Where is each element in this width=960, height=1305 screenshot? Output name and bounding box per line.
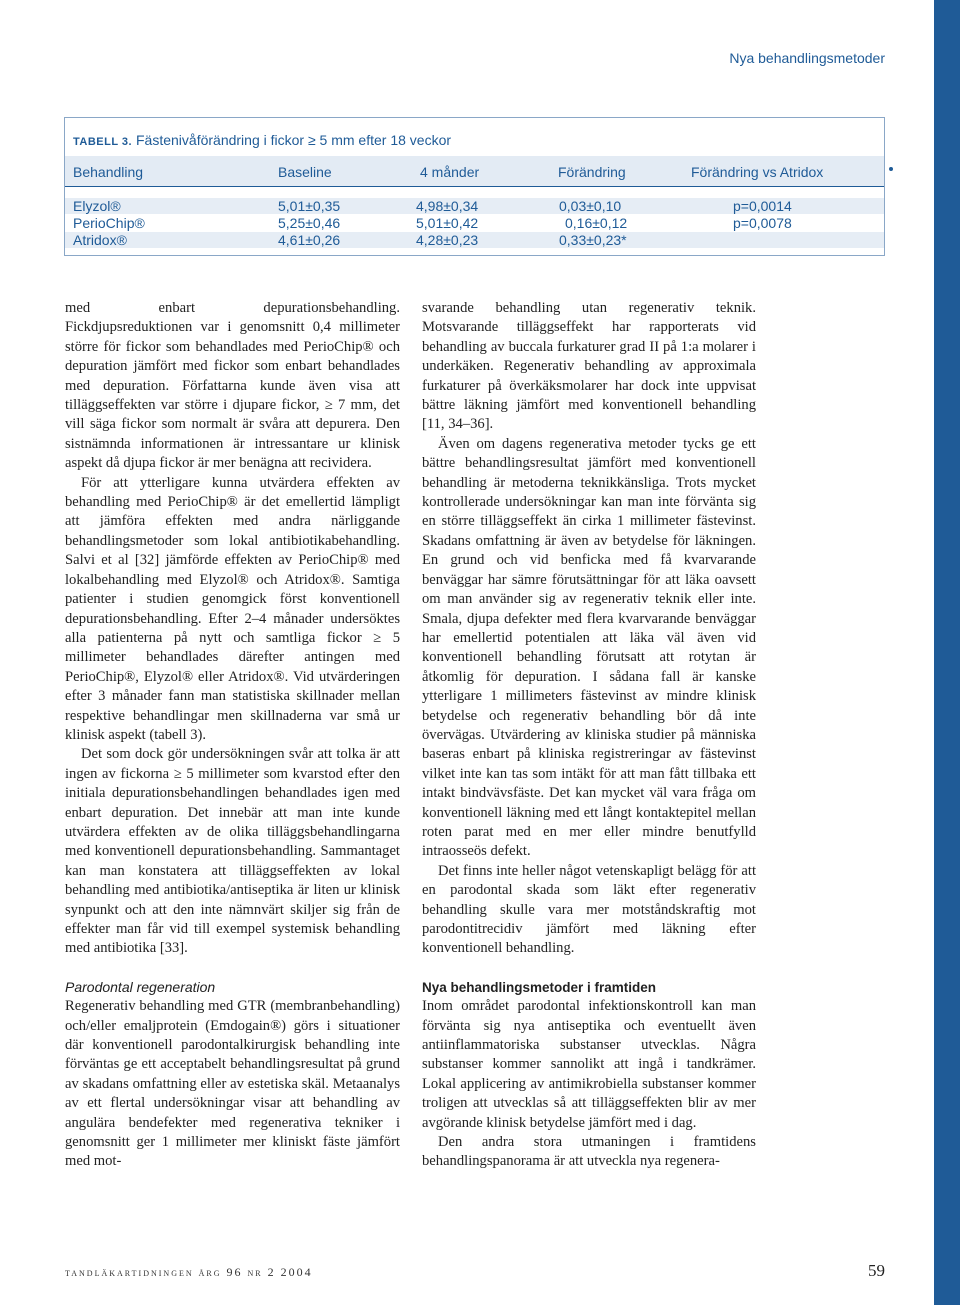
- bullet-dot: [889, 167, 893, 171]
- paragraph: Även om dagens regenerativa metoder tycks ge ett bättre behandlingsresultat jämfört med konventionell behandling är metoderna teknikkänsliga. Trots mycket kontrollerade undersökningar kan man inte förvänta sig en större tilläggseffekt än cirka 1 millimeter fästevinst. Skadans omfattning är även av betydelse för läkningen. En grund och vid benficka med få kvarvarande benväggar har sämre förutsättningar för att läka oavsett om man använder sig av regenerativ teknik eller inte. Smala, djupa defekter med flera kvarvarande benväggar har emellertid potentialen att läka väl även vid konventionell behandling förutsatt att rotytan är åtkomlig för depuration. I sådana fall är kanske ytterligare 1 millimeters fästevinst av mindre klinisk betydelse och regenerativ behandling bör då inte övervägas. Utvärdering av kliniska studier på människa baseras enbart på kliniska registreringar av fästevinst vilket inte kan tas som intäkt för att man fått tillbaka ett intakt bindvävsfäste. Det kan mycket väl vara fråga om konventionell läkning med ett långt kontaktepitel mellan roten parat med en mer eller mindre benutfylld intraosseös defekt.: [422, 435, 756, 860]
- running-head: Nya behandlingsmetoder: [729, 50, 885, 66]
- table-caption: [73, 132, 451, 148]
- header-forandring-vs-atridox: Förändring vs Atridox: [691, 164, 824, 180]
- paragraph: svarande behandling utan regenerativ teknik. Motsvarande tilläggseffekt har rapporterats vid behandling av buccala furkaturer grad II på 1:a molarer i underkäken. Regenerativ behandling av approximala furkaturer på överkäksmolarer har dock inte uppvisat bättre läkning jämfört med konventionell behandling [11, 34–36].: [422, 300, 756, 433]
- table-3: [64, 117, 885, 256]
- header-baseline: Baseline: [278, 164, 332, 180]
- page-number: 59: [868, 1261, 885, 1280]
- header-4-mander: 4 månder: [420, 164, 480, 180]
- cell-baseline: 5,01±0,35: [278, 198, 341, 214]
- section-heading: Parodontal regeneration: [65, 978, 216, 995]
- header-forandring: Förändring: [558, 164, 626, 180]
- section-heading: Nya behandlingsmetoder i framtiden: [422, 979, 657, 995]
- cell-4-mander: 4,28±0,23: [416, 232, 479, 248]
- left-column: [65, 299, 400, 1172]
- paragraph: Det finns inte heller något vetenskapligt belägg för att en parodontal skada som läkt efter regenerativ behandling skulle vara mer motståndskraftig mot parodontitrecidiv jämfört med läkning efter konventionell behandling.: [422, 862, 756, 957]
- cell-treatment: Atridox®: [73, 232, 127, 248]
- table-row: [65, 215, 884, 231]
- right-column: [422, 299, 756, 1172]
- cell-4-mander: 4,98±0,34: [416, 198, 479, 214]
- spacer: [422, 959, 756, 978]
- header-behandling: Behandling: [73, 164, 144, 180]
- paragraph: Inom området parodontal infektionskontroll kan man förvänta sig nya antiseptika och eventuellt även antiinflammatoriska substanser utvecklas. Några substanser kommer sannolikt att ingå i tandkrämer. Lokal applicering av antimikrobiella substanser kommer troligen att utvecklas så att tilläggseffekten blir av mer avgörande klinisk betydelse jämfört med i dag.: [422, 998, 756, 1131]
- table-row: [65, 198, 884, 214]
- footer-journal: tandläkartidningen årg 96 nr 2 2004: [65, 1265, 313, 1279]
- table-header: [65, 156, 884, 187]
- cell-p-value: p=0,0078: [733, 215, 792, 231]
- table-row: [65, 232, 884, 248]
- cell-baseline: 5,25±0,46: [278, 215, 341, 231]
- paragraph: Det som dock gör undersökningen svår att tolka är att ingen av fickorna ≥ 5 millimeter som kvarstod efter den initiala depurationsbehandlingen behandlades igen med enbart depuration. Det innebär att man inte kunde utvärdera effekten av de olika tilläggsbehandlingarna med konventionell depurationsbehandling. Sammantaget kan man konstatera att tilläggseffekten av lokal behandling med antibiotika/antiseptika är liten ur klinisk synpunkt och att den inte nämnvärt skiljer sig från de effekter man får vid till exempel systemisk behandling med antibiotika [33].: [65, 746, 400, 957]
- cell-treatment: Elyzol®: [73, 198, 121, 214]
- paragraph: med enbart depurationsbehandling. Fickdjupsreduktionen var i genomsnitt 0,4 millimeter större för fickor som behandlades med PerioChip® och depuration jämfört med fickor som enbart behandlades med depuration. Författarna kunde även visa att tilläggseffekten var större i djupare fickor, ≥ 7 mm, det vill säga fickor som normalt är svåra att depurera. Den sistnämnda informationen är intressantare ur klinisk aspekt då djupa fickor är mer benägna att recividera.: [65, 300, 400, 472]
- cell-change: 0,16±0,12: [565, 215, 628, 231]
- cell-treatment: PerioChip®: [73, 215, 145, 231]
- table-title: Fästenivåförändring i fickor ≥ 5 mm efter 18 veckor: [136, 132, 452, 148]
- side-color-bar: [934, 0, 960, 1305]
- cell-p-value: p=0,0014: [733, 198, 792, 214]
- cell-change: 0,33±0,23*: [559, 232, 627, 248]
- cell-baseline: 4,61±0,26: [278, 232, 341, 248]
- paragraph: Regenerativ behandling med GTR (membranbehandling) och/eller emaljprotein (Emdogain®) görs i situationer där konventionell parodontalkirurgisk behandling inte förväntas ge ett acceptabelt behandlingsresultat på grund av skadans omfattning eller av estetiska skäl. Metaanalys av ett flertal undersökningar visar att behandling av angulära bendefekter med regenerativa tekniker i genomsnitt ger 1 millimeter mer kliniskt fäste jämfört med mot-: [65, 998, 400, 1170]
- table-label: TABELL 3.: [73, 136, 133, 148]
- paragraph: Den andra stora utmaningen i framtidens behandlingspanorama är att utveckla nya regenera-: [422, 1134, 756, 1170]
- paragraph: För att ytterligare kunna utvärdera effekten av behandling med PerioChip® är det emellertid lämpligt att jämföra effekten med andra närliggande behandlingsmetoder som lokal antibiotikabehandling. Salvi et al [32] jämförde effekten av PerioChip® med lokalbehandling med Elyzol® och Atridox®. Samtiga patienter i studien genomgick först konventionell depurationsbehandling. Efter 2–4 månader undersöktes alla patienterna på nytt och samtliga fickor ≥ 5 millimeter behandlades därefter antingen med PerioChip®, Elyzol® eller Atridox®. Vid utvärderingen efter 3 månader fann man statistiska skillnader mellan respektive behandlingar men skillnaderna var små ur klinisk aspekt (tabell 3).: [65, 474, 400, 743]
- spacer: [65, 959, 400, 978]
- cell-change: 0,03±0,10: [559, 198, 622, 214]
- cell-4-mander: 5,01±0,42: [416, 215, 479, 231]
